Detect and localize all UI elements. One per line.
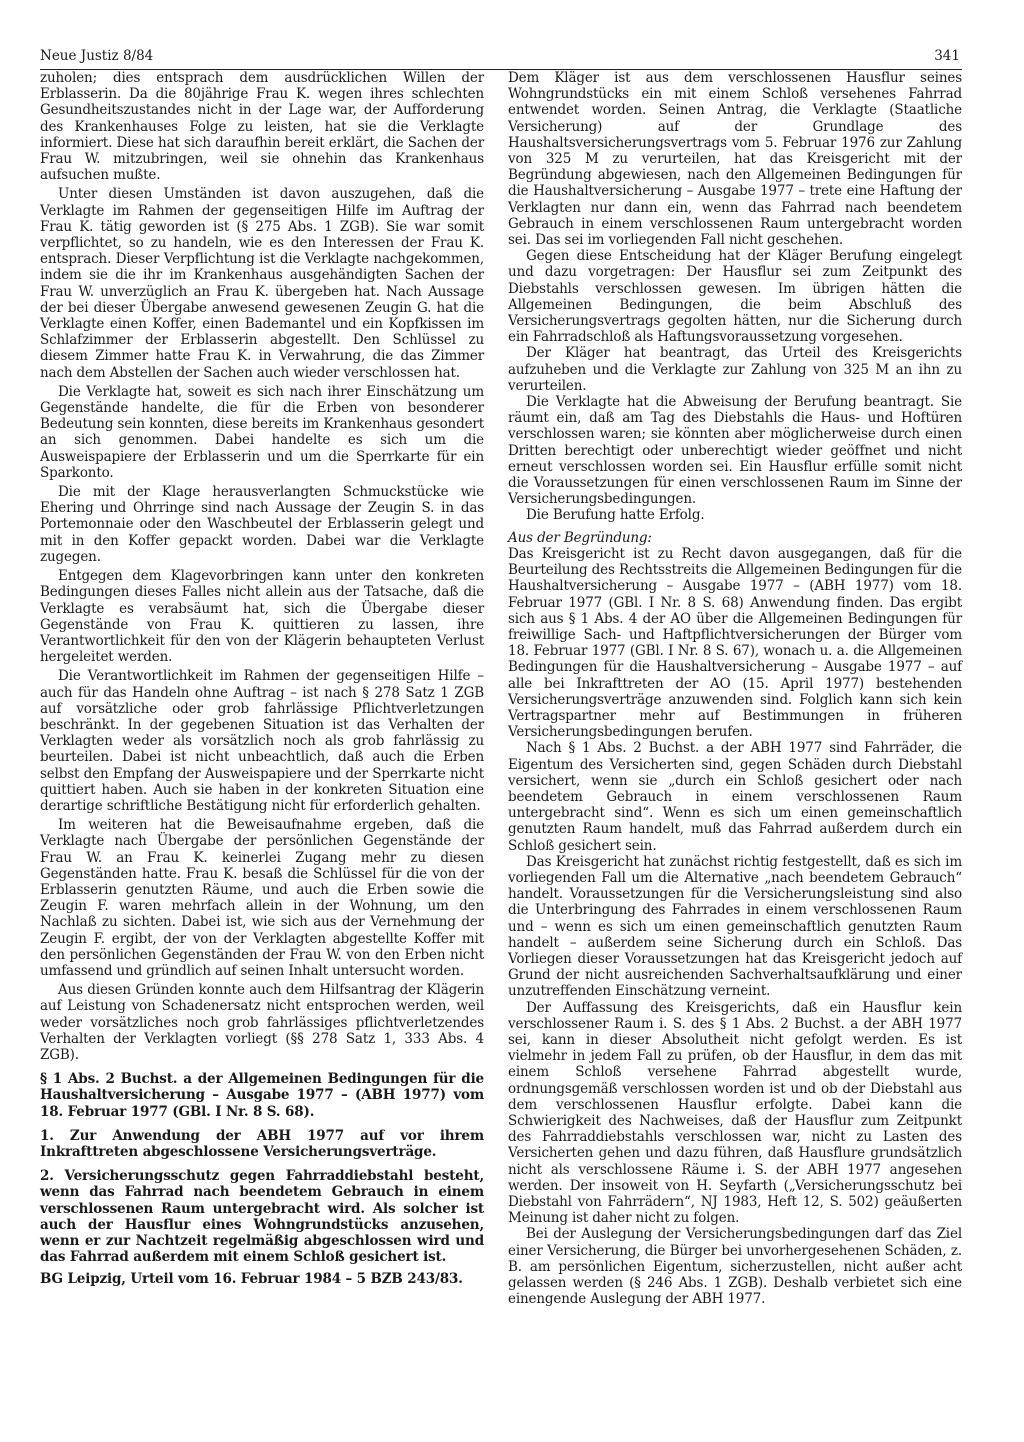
left-column: [40, 70, 484, 1288]
paragraph: Die Verantwortlichkeit im Rahmen der gegenseitigen Hilfe – auch für das Handeln ohne Auftrag – ist nach § 278 Satz 1 ZGB auf vorsätzliche oder grob fahrlässige Pflichtverletzungen beschränkt. In der gegebenen Situation ist das Verhalten der Verklagten weder als vorsätzlich noch als grob fahrlässig zu beurteilen. Dabei ist nicht unbeachtlich, daß auch die Erben selbst den Empfang der Ausweispapiere und der Sperrkarte nicht quittiert haben. Auch sie haben in der konkreten Situation eine derartige schriftliche Bestätigung nicht für erforderlich gehalten.: [40, 668, 484, 814]
paragraph: Bei der Auslegung der Versicherungsbedingungen darf das Ziel einer Versicherung, die Bürger bei unvorhergesehenen Schäden, z. B. am persönlichen Eigentum, sicherzustellen, nicht außer acht gelassen werden (§ 246 Abs. 1 ZGB). Deshalb verbietet sich eine einengende Auslegung der ABH 1977.: [508, 1226, 962, 1308]
paragraph: Das Kreisgericht hat zunächst richtig festgestellt, daß es sich im vorliegenden Fall um die Alternative „nach beendetem Gebrauch“ handelt. Voraussetzungen für die Versicherungsleistung sind also die Unterbringung des Fahrrades in einem verschlossenen Raum und – wenn es sich um einen gemeinschaftlich genutzten Raum handelt – außerdem seine Sicherung durch ein Schloß. Das Vorliegen dieser Voraussetzungen hat das Kreisgericht jedoch auf Grund der nicht ausreichenden Sachverhaltsaufklärung und einer unzutreffenden Einschätzung verneint.: [508, 853, 962, 1000]
paragraph: Aus diesen Gründen konnte auch dem Hilfsantrag der Klägerin auf Leistung von Schadenersatz nicht entsprochen werden, weil weder vorsätzliches noch grob fahrlässiges pflichtverletzendes Verhalten der Verklagten vorliegt (§§ 278 Satz 1, 333 Abs. 4 ZGB).: [40, 982, 484, 1063]
paragraph: Der Auffassung des Kreisgerichts, daß ein Hausflur kein verschlossener Raum i. S. des § 1 Abs. 2 Buchst. a der ABH 1977 sei, kann in dieser Absolutheit nicht gefolgt werden. Es ist vielmehr in jedem Fall zu prüfen, ob der Hausflur, in dem das mit einem Schloß versehene Fahrrad abgestellt wurde, ordnungsgemäß verschlossen worden ist und ob der Diebstahl aus dem verschlossenen Hausflur erfolgte. Dabei kann die Schwierigkeit des Nachweises, daß der Hausflur zum Zeitpunkt des Fahrraddiebstahls verschlossen war, nicht zu Lasten des Versicherten gehen und dazu führen, daß Hausflure grundsätzlich nicht als verschlossene Räume i. S. der ABH 1977 angesehen werden. Der insoweit von H. Seyfarth („Versicherungsschutz bei Diebstahl von Fahrrädern“, NJ 1983, Heft 12, S. 502) geäußerten Meinung ist daher nicht zu folgen.: [508, 999, 962, 1227]
headnote-item: 2. Versicherungsschutz gegen Fahrraddiebstahl besteht, wenn das Fahrrad nach beendetem Gebrauch in einem verschlossenen Raum untergebracht wird. Als solcher ist auch der Hausflur eines Wohngrundstücks anzusehen, wenn er zur Nachtzeit regelmäßig abgeschlossen wird und das Fahrrad außerdem mit einem Schloß gesichert ist.: [40, 1168, 484, 1266]
paragraph: Die Verklagte hat, soweit es sich nach ihrer Einschätzung um Gegenstände handelte, die für die Erben von besonderer Bedeutung sein konnten, diese bereits im Krankenhaus gesondert an sich genommen. Dabei handelte es sich um die Ausweispapiere der Erblasserin und um die Sperrkarte für ein Sparkonto.: [40, 383, 484, 481]
headnote-item: 1. Zur Anwendung der ABH 1977 auf vor ihrem Inkrafttreten abgeschlossene Versicherungsverträge.: [40, 1127, 484, 1160]
paragraph: Das Kreisgericht ist zu Recht davon ausgegangen, daß für die Beurteilung des Rechtsstreits die Allgemeinen Bedingungen für die Haushaltversicherung – Ausgabe 1977 – (ABH 1977) vom 18. Februar 1977 (GBl. I Nr. 8 S. 68) Anwendung finden. Das ergibt sich aus § 1 Abs. 4 der AO über die Allgemeinen Bedingungen für freiwillige Sach- und Haftpflichtversicherungen der Bürger vom 18. Februar 1977 (GBl. I Nr. 8 S. 67), wonach u. a. die Allgemeinen Bedingungen für die Haushaltversicherung – Ausgabe 1977 – auf alle bei Inkrafttreten der AO (15. April 1977) bestehenden Versicherungsverträge anzuwenden sind. Folglich kann sich kein Vertragspartner mehr auf Bestimmungen in früheren Versicherungsbedingungen berufen.: [508, 545, 962, 741]
paragraph: Gegen diese Entscheidung hat der Kläger Berufung eingelegt und dazu vorgetragen: Der Hausflur sei zum Zeitpunkt des Diebstahls verschlossen gewesen. Im übrigen hätten die Allgemeinen Bedingungen, die beim Abschluß des Versicherungsvertrags gegolten hätten, nur die Sicherung durch ein Fahrradschloß als Haftungsvoraussetzung vorgesehen.: [508, 248, 962, 346]
paragraph: Die Berufung hatte Erfolg.: [526, 507, 705, 524]
paragraph: Der Kläger hat beantragt, das Urteil des Kreisgerichts aufzuheben und die Verklagte zur Zahlung von 325 M an ihn zu verurteilen.: [508, 345, 962, 394]
court-reference: BG Leipzig, Urteil vom 16. Februar 1984 – 5 BZB 243/83.: [40, 1271, 463, 1288]
right-column: [508, 70, 962, 1307]
paragraph: Die Verklagte hat die Abweisung der Berufung beantragt. Sie räumt ein, daß am Tag des Diebstahls die Haus- und Hoftüren verschlossen waren; sie könnten aber möglicherweise durch einen Dritten berechtigt oder unberechtigt wieder geöffnet und nicht erneut verschlossen worden sei. Ein Hausflur erfülle somit nicht die Voraussetzungen für einen verschlossenen Raum im Sinne der Versicherungsbedingungen.: [508, 394, 962, 508]
headnote-title: § 1 Abs. 2 Buchst. a der Allgemeinen Bedingungen für die Haushaltversicherung – Ausgabe 1977 – (ABH 1977) vom 18. Februar 1977 (GBl. I Nr. 8 S. 68).: [40, 1071, 484, 1120]
paragraph: Entgegen dem Klagevorbringen kann unter den konkreten Bedingungen dieses Falles nicht allein aus der Tatsache, daß die Verklagte es verabsäumt hat, sich die Übergabe dieser Gegenstände von Frau K. quittieren zu lassen, ihre Verantwortlichkeit für den von der Klägerin behaupteten Verlust hergeleitet werden.: [40, 568, 484, 666]
page-number: 341: [934, 48, 960, 64]
reasons-heading: Aus der Begründung:: [508, 529, 652, 546]
paragraph: Unter diesen Umständen ist davon auszugehen, daß die Verklagte im Rahmen der gegenseitigen Hilfe im Auftrag der Frau K. tätig geworden ist (§ 275 Abs. 1 ZGB). Sie war somit verpflichtet, so zu handeln, wie es den Interessen der Frau K. entsprach. Dieser Verpflichtung ist die Verklagte nachgekommen, indem sie die ihr im Krankenhaus ausgehändigten Sachen der Frau W. unverzüglich an Frau K. übergeben hat. Nach Aussage der bei dieser Übergabe anwesend gewesenen Zeugin G. hat die Verklagte einen Koffer, einen Bademantel und ein Kopfkissen im Schlafzimmer der Erblasserin abgestellt. Den Schlüssel zu diesem Zimmer hatte Frau K. in Verwahrung, die das Zimmer nach dem Abstellen der Sachen auch wieder verschlossen hat.: [40, 186, 484, 381]
page-header: [40, 40, 960, 62]
paragraph: Nach § 1 Abs. 2 Buchst. a der ABH 1977 sind Fahrräder, die Eigentum des Versicherten sind, gegen Schäden durch Diebstahl versichert, wenn sie „durch ein Schloß gesichert oder nach beendetem Gebrauch in einem verschlossenen Raum untergebracht sind“. Wenn es sich um einen gemeinschaftlich genutzten Raum handelt, muß das Fahrrad außerdem durch ein Schloß gesichert sein.: [508, 740, 962, 854]
paragraph: Im weiteren hat die Beweisaufnahme ergeben, daß die Verklagte nach Übergabe der persönlichen Gegenstände der Frau W. an Frau K. keinerlei Zugang mehr zu diesen Gegenständen hatte. Frau K. besaß die Schlüssel für die von der Erblasserin genutzten Räume, und auch die Erben sowie die Zeugin F. waren mehrfach allein in der Wohnung, um den Nachlaß zu sichten. Dabei ist, wie sich aus der Vernehmung der Zeugin F. ergibt, der von der Verklagten abgestellte Koffer mit den persönlichen Gegenständen der Frau W. von den Erben nicht umfassend und gründlich auf seinen Inhalt untersucht worden.: [40, 817, 484, 979]
paragraph: Dem Kläger ist aus dem verschlossenen Hausflur seines Wohngrundstücks ein mit einem Schloß versehenes Fahrrad entwendet worden. Seinen Antrag, die Verklagte (Staatliche Versicherung) auf der Grundlage des Haushaltsversicherungsvertrags vom 5. Februar 1976 zur Zahlung von 325 M zu verurteilen, hat das Kreisgericht mit der Begründung abgewiesen, nach den Allgemeinen Bedingungen für die Haushaltversicherung – Ausgabe 1977 – trete eine Haftung der Verklagten nur dann ein, wenn das Fahrrad nach beendetem Gebrauch in einem verschlossenen Raum untergebracht worden sei. Das sei im vorliegenden Fall nicht geschehen.: [508, 70, 962, 249]
paragraph: zuholen; dies entsprach dem ausdrücklichen Willen der Erblasserin. Da die 80jährige Frau K. wegen ihres schlechten Gesundheitszustandes nicht in der Lage war, der Aufforderung des Krankenhauses Folge zu leisten, hat sie die Verklagte informiert. Diese hat sich daraufhin bereit erklärt, die Sachen der Frau W. mitzubringen, weil sie ohnehin das Krankenhaus aufsuchen mußte.: [40, 70, 484, 184]
paragraph: Die mit der Klage herausverlangten Schmuckstücke wie Ehering und Ohrringe sind nach Aussage der Zeugin S. in das Portemonnaie oder den Waschbeutel der Erblasserin gelegt und mit in den Koffer gepackt worden. Dabei war die Verklagte zugegen.: [40, 484, 484, 565]
journal-title: Neue Justiz 8/84: [40, 48, 154, 64]
